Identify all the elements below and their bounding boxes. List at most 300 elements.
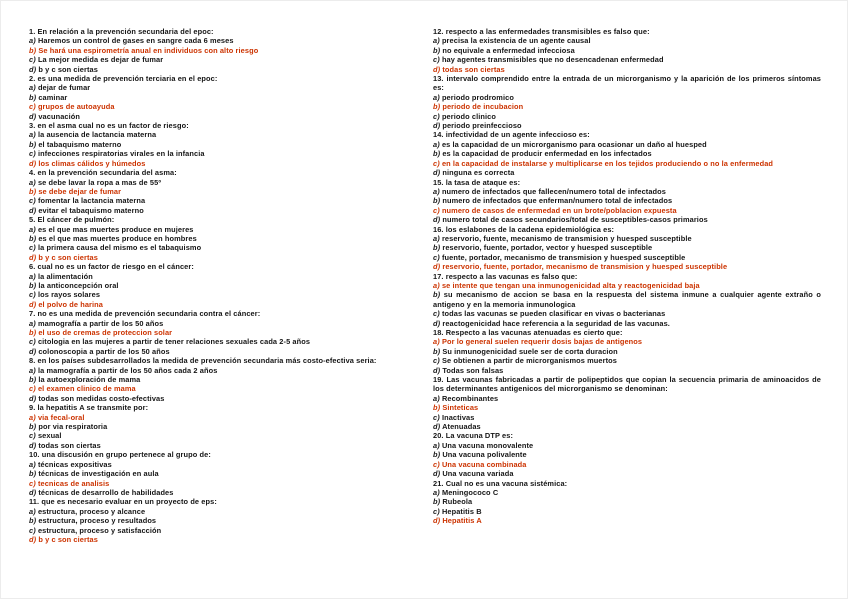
question-text: la hepatitis A se transmite por: <box>37 403 149 413</box>
question-number: 18. <box>433 328 444 337</box>
answer-option <box>433 234 821 243</box>
option-label: b) <box>29 422 37 432</box>
option-label: b) <box>433 102 441 112</box>
option-text: se intente que tengan una inmunogenicidad alta y reactogenicidad baja <box>441 280 700 290</box>
question-text: en los países subdesarrollados la medida de prevención secundaria más costo-efectiva seria: <box>37 356 377 366</box>
question-heading <box>433 178 821 187</box>
option-text: caminar <box>38 92 68 102</box>
question-number: 21. <box>433 478 444 488</box>
answer-option <box>29 319 417 328</box>
option-label: c) <box>433 111 440 121</box>
question-heading <box>29 497 417 506</box>
option-label: d) <box>433 469 441 479</box>
option-text: b y c son ciertas <box>38 64 98 74</box>
option-text: Hepatitis B <box>441 506 482 516</box>
option-text: Se hará una espirometría anual en individuos con alto riesgo <box>38 45 259 55</box>
answer-option <box>433 93 821 102</box>
option-text: evitar el tabaquismo materno <box>38 205 144 215</box>
option-label: c) <box>29 290 36 300</box>
option-label: c) <box>433 252 440 262</box>
option-label: a) <box>29 83 36 93</box>
option-text: tecnicas de analisis <box>37 478 110 488</box>
option-text: no equivale a enfermedad infecciosa <box>442 45 575 55</box>
option-label: b) <box>29 139 37 149</box>
question-number: 4. <box>29 168 36 178</box>
question-6 <box>29 262 417 309</box>
question-number: 8. <box>29 356 36 366</box>
option-text: Sinteticas <box>442 403 479 413</box>
answer-option <box>29 281 417 290</box>
question-8 <box>29 356 417 403</box>
question-7 <box>29 309 417 356</box>
answer-option <box>433 215 821 224</box>
question-text: respecto a las enfermedades transmisibles es falso que: <box>445 27 650 36</box>
question-13 <box>433 74 821 130</box>
option-text: Inactivas <box>441 412 475 422</box>
question-19 <box>433 375 821 431</box>
option-label: a) <box>29 177 36 187</box>
answer-option-correct <box>29 328 417 337</box>
question-heading <box>29 121 417 130</box>
answer-option-correct <box>29 187 417 196</box>
question-number: 12. <box>433 27 444 36</box>
option-text: todas son medidas costo-efectivas <box>38 393 165 403</box>
option-label: b) <box>29 375 37 385</box>
option-label: b) <box>29 328 37 337</box>
answer-option-correct <box>29 413 417 422</box>
answer-option <box>29 488 417 497</box>
answer-option <box>29 441 417 450</box>
question-5 <box>29 215 417 262</box>
option-label: d) <box>29 158 37 168</box>
answer-option-correct <box>433 337 821 346</box>
option-text: hay agentes transmisibles que no desencadenan enfermedad <box>441 55 664 65</box>
answer-option-correct <box>433 206 821 215</box>
option-label: c) <box>29 102 36 112</box>
question-text: En relación a la prevención secundaria del epoc: <box>37 27 214 36</box>
option-text: numero de infectados que fallecen/numero total de infectados <box>441 186 667 196</box>
answer-option <box>433 507 821 516</box>
question-heading <box>29 309 417 318</box>
option-label: a) <box>433 280 440 290</box>
question-heading <box>433 272 821 281</box>
option-label: c) <box>29 384 36 394</box>
answer-option <box>433 413 821 422</box>
question-text: en el asma cual no es un factor de riesgo: <box>37 121 189 131</box>
option-text: todas las vacunas se pueden clasificar en vivas o bacterianas <box>441 309 666 319</box>
option-label: b) <box>29 92 37 102</box>
option-text: Todas son falsas <box>442 365 504 375</box>
option-text: el examen clinico de mama <box>37 384 136 394</box>
answer-option <box>29 272 417 281</box>
option-label: b) <box>29 280 37 290</box>
option-label: a) <box>433 487 440 497</box>
option-text: en la capacidad de instalarse y multiplicarse en los tejidos produciendo o no la enfermedad <box>441 158 774 168</box>
option-label: c) <box>433 459 440 469</box>
option-label: a) <box>29 459 36 469</box>
answer-option <box>29 290 417 299</box>
answer-option <box>433 112 821 121</box>
answer-option <box>29 431 417 440</box>
question-number: 17. <box>433 271 444 281</box>
question-text: infectividad de un agente infeccioso es: <box>445 130 590 140</box>
option-label: b) <box>433 149 441 159</box>
option-label: c) <box>29 525 36 535</box>
answer-option <box>433 497 821 506</box>
option-label: b) <box>433 403 441 413</box>
answer-option-correct <box>433 516 821 525</box>
question-number: 2. <box>29 74 36 84</box>
question-11 <box>29 497 417 544</box>
option-text: numero de infectados que enferman/numero total de infectados <box>442 196 673 206</box>
question-number: 1. <box>29 27 36 36</box>
question-heading <box>433 479 821 488</box>
question-12 <box>433 27 821 74</box>
option-text: la ausencia de lactancia materna <box>37 130 157 140</box>
column-right <box>433 27 821 544</box>
option-label: c) <box>433 158 440 168</box>
question-number: 16. <box>433 224 444 234</box>
answer-option <box>433 253 821 262</box>
question-text: los eslabones de la cadena epidemiológica es: <box>445 224 615 234</box>
question-text: intervalo comprendido entre la entrada de un microrganismo y la aparición de los primeros síntomas es: <box>433 74 821 93</box>
option-label: c) <box>29 431 36 441</box>
option-text: los rayos solares <box>37 290 101 300</box>
answer-option-correct <box>433 281 821 290</box>
option-text: numero de casos de enfermedad en un brote/poblacion expuesta <box>441 205 677 215</box>
option-label: c) <box>29 149 36 159</box>
option-text: la autoexploración de mama <box>38 375 141 385</box>
option-label: b) <box>29 469 37 479</box>
answer-option <box>29 469 417 478</box>
option-text: Hepatitis A <box>442 516 482 526</box>
answer-option <box>433 55 821 64</box>
answer-option <box>29 140 417 149</box>
option-label: b) <box>433 45 441 55</box>
answer-option-correct <box>433 262 821 271</box>
option-text: se debe dejar de fumar <box>38 186 122 196</box>
option-text: Su inmunogenicidad suele ser de corta duracion <box>442 346 618 356</box>
option-label: d) <box>433 365 441 375</box>
option-text: precisa la existencia de un agente causal <box>441 36 591 46</box>
answer-option <box>433 187 821 196</box>
answer-option <box>433 149 821 158</box>
question-heading <box>433 431 821 440</box>
option-text: sexual <box>37 431 62 441</box>
question-text: es una medida de prevención terciaria en el epoc: <box>37 74 218 84</box>
question-17 <box>433 272 821 328</box>
option-text: la alimentación <box>37 271 93 281</box>
answer-option-correct <box>433 65 821 74</box>
answer-option <box>29 225 417 234</box>
question-text: La vacuna DTP es: <box>445 431 514 441</box>
option-text: la mamografía a partir de los 50 años cada 2 años <box>37 365 218 375</box>
answer-option <box>29 347 417 356</box>
option-text: Por lo general suelen requerir dosis bajas de antigenos <box>441 337 643 347</box>
answer-option <box>433 394 821 403</box>
option-text: la anticoncepción oral <box>38 280 119 290</box>
option-label: a) <box>433 186 440 196</box>
answer-option <box>29 394 417 403</box>
question-heading <box>433 27 821 36</box>
option-label: a) <box>433 337 440 347</box>
question-text: una discusión en grupo pertenece al grupo de: <box>41 450 211 460</box>
answer-option <box>433 347 821 356</box>
answer-option <box>433 469 821 478</box>
option-text: la primera causa del mismo es el tabaquismo <box>37 243 202 253</box>
answer-option <box>433 441 821 450</box>
option-label: d) <box>29 111 37 121</box>
option-label: d) <box>29 534 37 544</box>
answer-option-correct <box>29 102 417 111</box>
option-label: b) <box>29 186 37 196</box>
answer-option <box>433 243 821 252</box>
question-text: cual no es un factor de riesgo en el cáncer: <box>37 262 194 272</box>
answer-option <box>29 65 417 74</box>
option-text: estructura, proceso y alcance <box>37 506 146 516</box>
option-text: Haremos un control de gases en sangre cada 6 meses <box>37 36 234 46</box>
answer-option <box>433 309 821 318</box>
option-text: Atenuadas <box>442 422 481 432</box>
question-heading <box>29 403 417 412</box>
answer-option <box>29 196 417 205</box>
question-4 <box>29 168 417 215</box>
option-label: a) <box>29 130 36 140</box>
option-text: es el que mas muertes produce en hombres <box>38 233 197 243</box>
question-number: 10. <box>29 450 40 460</box>
option-text: se debe lavar la ropa a mas de 55º <box>37 177 162 187</box>
question-heading <box>29 168 417 177</box>
option-text: citologia en las mujeres a partir de tener relaciones sexuales cada 2-5 años <box>37 337 311 347</box>
question-heading <box>433 375 821 394</box>
option-label: b) <box>433 243 441 253</box>
option-label: d) <box>29 299 37 309</box>
question-20 <box>433 431 821 478</box>
answer-option-correct <box>29 300 417 309</box>
answer-option <box>433 196 821 205</box>
option-text: numero total de casos secundarios/total de susceptibles-casos primarios <box>442 215 708 225</box>
question-1 <box>29 27 417 74</box>
option-text: su mecanismo de accion se basa en la respuesta del sistema inmune a cualquier agente extraño o antigeno y en la memoria inmunologica <box>433 290 822 309</box>
option-label: b) <box>29 233 37 243</box>
option-text: grupos de autoayuda <box>37 102 115 112</box>
option-text: mamografía a partir de los 50 años <box>37 318 164 328</box>
option-label: b) <box>29 45 37 55</box>
option-text: Una vacuna polivalente <box>442 450 527 460</box>
answer-option-correct <box>433 159 821 168</box>
answer-option <box>433 168 821 177</box>
question-heading <box>433 130 821 139</box>
answer-option <box>29 243 417 252</box>
answer-option-correct <box>29 535 417 544</box>
option-label: a) <box>29 271 36 281</box>
question-number: 11. <box>29 497 40 507</box>
option-label: d) <box>433 215 441 225</box>
question-2 <box>29 74 417 121</box>
answer-option <box>433 356 821 365</box>
option-text: periodo preinfeccioso <box>442 121 522 131</box>
question-number: 19. <box>433 375 444 385</box>
answer-option <box>433 121 821 130</box>
option-text: todas son ciertas <box>38 440 101 450</box>
answer-option-correct <box>29 384 417 393</box>
option-label: c) <box>433 412 440 422</box>
answer-option <box>433 422 821 431</box>
answer-option <box>29 130 417 139</box>
option-label: d) <box>433 318 441 328</box>
option-label: a) <box>29 365 36 375</box>
option-text: Recombinantes <box>441 393 499 403</box>
answer-option <box>433 290 821 309</box>
option-text: reservorio, fuente, portador, vector y huesped susceptible <box>442 243 653 253</box>
option-text: técnicas expositivas <box>37 459 112 469</box>
question-text: que es necesario evaluar en un proyecto de eps: <box>41 497 217 507</box>
option-text: via fecal-oral <box>37 412 85 422</box>
question-number: 15. <box>433 177 444 187</box>
option-label: d) <box>29 487 37 497</box>
option-label: d) <box>433 121 441 131</box>
option-text: todas son ciertas <box>442 64 505 74</box>
option-label: c) <box>433 205 440 215</box>
option-label: d) <box>433 422 441 432</box>
option-label: a) <box>29 318 36 328</box>
answer-option-correct <box>29 479 417 488</box>
answer-option-correct <box>29 46 417 55</box>
option-label: d) <box>29 440 37 450</box>
question-heading <box>433 74 821 93</box>
question-3 <box>29 121 417 168</box>
option-text: los climas cálidos y húmedos <box>38 158 146 168</box>
option-label: b) <box>433 290 441 300</box>
question-text: no es una medida de prevención secundaria contra el cáncer: <box>37 309 261 319</box>
option-text: estructura, proceso y satisfacción <box>37 525 162 535</box>
answer-option <box>29 507 417 516</box>
option-label: c) <box>29 243 36 253</box>
question-heading <box>29 215 417 224</box>
option-text: fomentar la lactancia materna <box>37 196 146 206</box>
option-text: técnicas de investigación en aula <box>38 469 159 479</box>
option-text: es la capacidad de producir enfermedad en los infectados <box>442 149 652 159</box>
option-label: a) <box>433 393 440 403</box>
option-text: dejar de fumar <box>37 83 91 93</box>
option-text: técnicas de desarrollo de habilidades <box>38 487 174 497</box>
option-label: b) <box>29 516 37 526</box>
answer-option <box>29 112 417 121</box>
option-text: Rubeola <box>442 497 473 507</box>
question-number: 14. <box>433 130 444 140</box>
option-text: b y c son ciertas <box>38 252 98 262</box>
option-text: colonoscopia a partir de los 50 años <box>38 346 170 356</box>
answer-option <box>29 178 417 187</box>
option-text: infecciones respiratorias virales en la infancia <box>37 149 205 159</box>
question-number: 6. <box>29 262 36 272</box>
question-text: en la prevención secundaria del asma: <box>37 168 177 178</box>
option-label: c) <box>29 196 36 206</box>
option-text: ninguna es correcta <box>442 168 515 178</box>
option-label: c) <box>433 55 440 65</box>
answer-option <box>29 337 417 346</box>
option-text: el uso de cremas de proteccion solar <box>38 328 173 337</box>
answer-option <box>29 83 417 92</box>
option-label: d) <box>433 168 441 178</box>
option-label: d) <box>29 205 37 215</box>
question-number: 20. <box>433 431 444 441</box>
answer-option <box>433 488 821 497</box>
question-9 <box>29 403 417 450</box>
answer-option-correct <box>433 460 821 469</box>
question-heading <box>29 450 417 459</box>
answer-option <box>29 422 417 431</box>
answer-option-correct <box>29 253 417 262</box>
option-label: d) <box>29 346 37 356</box>
option-text: Una vacuna variada <box>442 469 514 479</box>
answer-option <box>29 234 417 243</box>
option-text: por via respiratoria <box>38 422 108 432</box>
question-number: 9. <box>29 403 36 413</box>
answer-option-correct <box>29 159 417 168</box>
option-label: c) <box>433 506 440 516</box>
option-label: a) <box>29 36 36 46</box>
option-label: d) <box>433 64 441 74</box>
option-label: c) <box>433 309 440 319</box>
question-number: 13. <box>433 74 444 84</box>
answer-option <box>29 375 417 384</box>
question-text: la tasa de ataque es: <box>445 177 521 187</box>
question-number: 3. <box>29 121 36 131</box>
option-text: periodo clinico <box>441 111 496 121</box>
option-text: Meningococo C <box>441 487 499 497</box>
option-text: estructura, proceso y resultados <box>38 516 157 526</box>
answer-option <box>433 140 821 149</box>
option-label: b) <box>433 497 441 507</box>
question-text: Las vacunas fabricadas a partir de polipeptidos que copian la secuencia primaria de aminoacidos de los determinantes antigenicos del microrganismo se denominan: <box>433 375 821 394</box>
answer-option <box>29 460 417 469</box>
option-text: reactogenicidad hace referencia a la seguridad de las vacunas. <box>442 318 670 328</box>
question-text: respecto a las vacunas es falso que: <box>445 271 578 281</box>
option-label: b) <box>433 346 441 356</box>
answer-option <box>29 55 417 64</box>
option-text: Una vacuna combinada <box>441 459 527 469</box>
option-label: a) <box>29 224 36 234</box>
question-number: 5. <box>29 215 36 225</box>
answer-option-correct <box>433 102 821 111</box>
answer-option-correct <box>433 403 821 412</box>
question-18 <box>433 328 821 375</box>
option-label: d) <box>29 64 37 74</box>
answer-option <box>29 206 417 215</box>
option-label: a) <box>433 36 440 46</box>
answer-option <box>433 36 821 45</box>
option-text: es la capacidad de un microrganismo para ocasionar un daño al huesped <box>441 139 707 149</box>
option-label: c) <box>29 55 36 65</box>
question-heading <box>29 74 417 83</box>
option-label: d) <box>29 393 37 403</box>
option-label: d) <box>433 516 441 526</box>
option-label: a) <box>433 92 440 102</box>
option-text: periodo prodromico <box>441 92 514 102</box>
option-text: La mejor medida es dejar de fumar <box>37 55 164 65</box>
option-text: el tabaquismo materno <box>38 139 122 149</box>
question-text: Respecto a las vacunas atenuadas es cierto que: <box>445 328 623 337</box>
option-text: el polvo de harina <box>38 299 103 309</box>
option-label: b) <box>433 196 441 206</box>
option-label: a) <box>433 440 440 450</box>
option-label: d) <box>29 252 37 262</box>
option-text: b y c son ciertas <box>38 534 98 544</box>
option-text: reservorio, fuente, portador, mecanismo de transmision y huesped susceptible <box>442 262 728 272</box>
answer-option <box>29 93 417 102</box>
question-10 <box>29 450 417 497</box>
